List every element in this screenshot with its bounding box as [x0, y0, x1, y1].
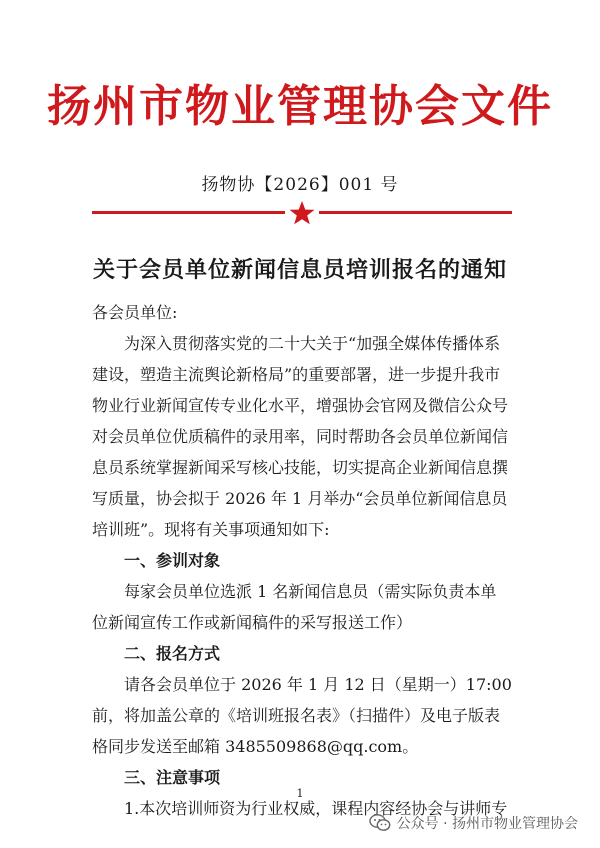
salutation: 各会员单位: [92, 303, 178, 322]
section-heading: 一、参训对象 [124, 551, 221, 570]
notice-title: 关于会员单位新闻信息员培训报名的通知 [92, 257, 507, 283]
wechat-icon [369, 813, 391, 833]
red-star-icon [288, 200, 316, 226]
divider-line-right [319, 211, 512, 214]
section-heading: 三、注意事项 [124, 768, 221, 787]
section-heading: 二、报名方式 [124, 644, 221, 663]
red-divider [92, 200, 512, 226]
section-text: 请各会员单位于 2026 年 1 月 12 日（星期一）17:00 前，将加盖公章的《培训班报名表》（扫描件）及电子版表格同步发送至邮箱 3485509868@qq.com。 [92, 675, 512, 756]
wechat-watermark [369, 810, 578, 836]
page-number: 1 [296, 787, 304, 800]
divider-line-left [92, 211, 285, 214]
watermark-text: 公众号 · 扬州市物业管理协会 [396, 816, 578, 832]
intro-paragraph: 为深入贯彻落实党的二十大关于“加强全媒体传播体系建设，塑造主流舆论新格局”的重要部署，进一步提升我市物业行业新闻宣传专业化水平，增强协会官网及微信公众号对会员单位优质稿件的录用率，同时帮助各会员单位新闻信息员系统掌握新闻采写核心技能，切实提高企业新闻信息撰写质量，协会拟于 2026 年 1 月举办“会员单位新闻信息员培训班”。现将有关事项通知如下: [92, 334, 509, 539]
document-number: 扬物协【2026】001 号 [201, 175, 399, 195]
section-text: 1.本次培训师资为行业权威，课程内容经协会与讲师专 [124, 799, 508, 818]
notice-body [92, 297, 512, 824]
org-document-title: 扬州市物业管理协会文件 [47, 81, 553, 132]
section-text: 每家会员单位选派 1 名新闻信息员（需实际负责本单位新闻宣传工作或新闻稿件的采写报送工作） [92, 582, 497, 632]
